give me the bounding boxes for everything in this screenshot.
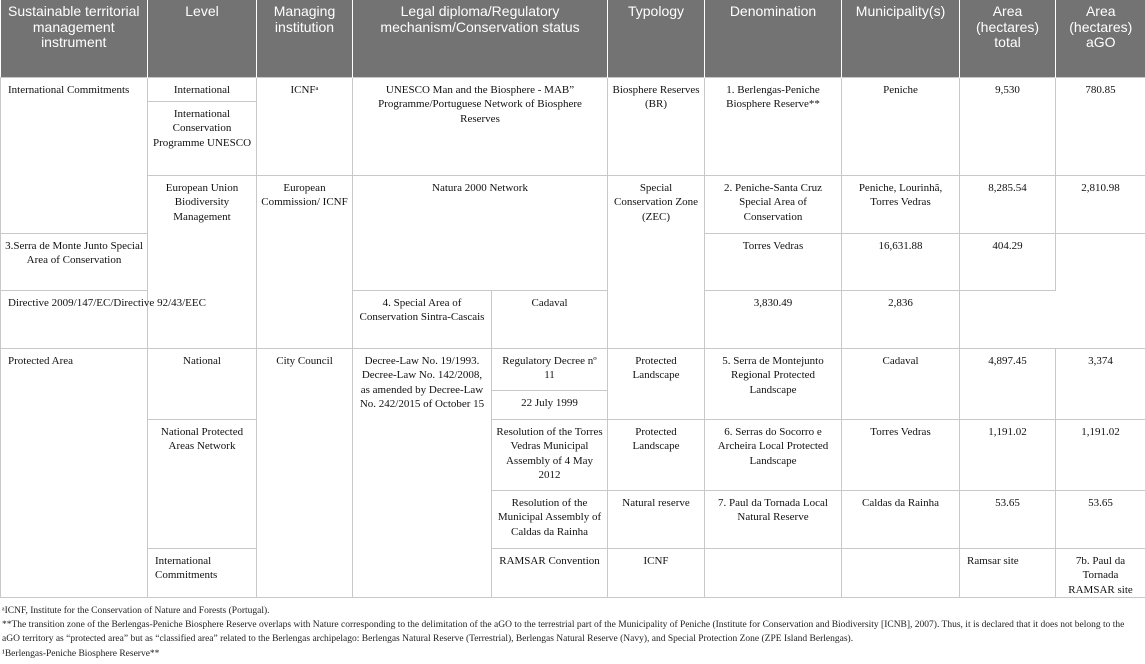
cell-municipality: Peniche	[842, 77, 960, 175]
table-row	[1, 548, 1145, 598]
cell-level: National Protected Areas Network	[148, 419, 257, 548]
header-instrument: Sustainable territorial management instrument	[1, 0, 148, 77]
cell-institution: ICNFᵃ	[257, 77, 353, 175]
cell-legal: Natura 2000 Network	[353, 175, 608, 290]
cell-legal-empty	[705, 548, 842, 598]
cell-area-ago: 2,810.98	[1056, 175, 1145, 233]
cell-area-total: 16,631.88	[842, 233, 960, 290]
table-row	[1, 290, 1145, 348]
cell-level: European Union Biodiversity Management	[148, 175, 257, 348]
cell-institution: ICNF	[608, 548, 705, 598]
table-footnotes	[0, 604, 1140, 661]
cell-level: International Conservation Programme UNESCO	[148, 101, 257, 175]
cell-legal-date: 22 July 1999	[492, 390, 608, 419]
table-row	[1, 175, 1145, 233]
cell-denomination: 5. Serra de Montejunto Regional Protected Landscape	[705, 348, 842, 419]
header-typology: Typology	[608, 0, 705, 77]
cell-area-total: 9,530	[960, 77, 1056, 175]
cell-typology: Special Conservation Zone (ZEC)	[608, 175, 705, 348]
cell-area-ago: 780.85	[1056, 77, 1145, 175]
cell-instrument: International Commitments	[148, 548, 257, 598]
footnote-a: ᵃICNF, Institute for the Conservation of Nature and Forests (Portugal).	[2, 606, 270, 616]
cell-area-ago: 1,191.02	[1056, 419, 1145, 490]
header-denomination: Denomination	[705, 0, 842, 77]
cell-level: International	[148, 77, 257, 101]
cell-municipality: Peniche, Lourinhã, Torres Vedras	[842, 175, 960, 233]
cell-area-total: 53.65	[960, 490, 1056, 548]
cell-area-total: 1,191.02	[960, 419, 1056, 490]
cell-denomination: 4. Special Area of Conservation Sintra-Cascais	[353, 290, 492, 348]
cell-municipality: Caldas da Rainha	[842, 490, 960, 548]
cell-denomination: 6. Serras do Socorro e Archeira Local Protected Landscape	[705, 419, 842, 490]
header-area-total: Area (hectares) total	[960, 0, 1056, 77]
header-legal: Legal diploma/Regulatory mechanism/Conservation status	[353, 0, 608, 77]
header-row	[1, 0, 1145, 77]
cell-municipality: Cadaval	[492, 290, 608, 348]
table-row	[1, 77, 1145, 101]
header-institution: Managing institution	[257, 0, 353, 77]
cell-institution: European Commission/ ICNF	[257, 175, 353, 348]
cell-denomination: 3.Serra de Monte Junto Special Area of Conservation	[1, 233, 148, 290]
cell-denomination: 7. Paul da Tornada Local Natural Reserve	[705, 490, 842, 548]
cell-municipality: Cadaval	[842, 348, 960, 419]
cell-legal-regulatory: Regulatory Decree nº 11	[492, 348, 608, 390]
cell-denomination: 7b. Paul da Tornada RAMSAR site	[1056, 548, 1145, 598]
cell-level: National	[148, 348, 257, 419]
cell-legal-resolution: Resolution of the Municipal Assembly of Caldas da Rainha	[492, 490, 608, 548]
header-area-ago: Area (hectares) aGO	[1056, 0, 1145, 77]
cell-typology: Ramsar site	[960, 548, 1056, 598]
header-level: Level	[148, 0, 257, 77]
cell-typology: Natural reserve	[608, 490, 705, 548]
cell-area-total: 8,285.54	[960, 175, 1056, 233]
cell-area-total: 3,830.49	[705, 290, 842, 348]
cell-area-ago: 404.29	[960, 233, 1056, 290]
cell-area-total: 4,897.45	[960, 348, 1056, 419]
table-row	[1, 419, 1145, 490]
cell-area-ago: 3,374	[1056, 348, 1145, 419]
cell-instrument: International Commitments	[1, 77, 148, 233]
footnote-c: ¹Berlengas-Peniche Biosphere Reserve**	[2, 648, 160, 659]
cell-level: RAMSAR Convention	[492, 548, 608, 598]
cell-legal: Directive 2009/147/EC/Directive 92/43/EEC	[1, 290, 257, 348]
table-row	[1, 348, 1145, 390]
cell-denomination: 2. Peniche-Santa Cruz Special Area of Conservation	[705, 175, 842, 233]
cell-instrument: Protected Area	[1, 348, 148, 598]
cell-typology: Protected Landscape	[608, 348, 705, 419]
cell-institution: City Council	[257, 348, 353, 598]
cell-typology: Protected Landscape	[608, 419, 705, 490]
cell-legal-empty	[842, 548, 960, 598]
cell-legal-resolution: Resolution of the Torres Vedras Municipal Assembly of 4 May 2012	[492, 419, 608, 490]
header-municipality: Municipality(s)	[842, 0, 960, 77]
cell-legal-decrees: Decree-Law No. 19/1993. Decree-Law No. 142/2008, as amended by Decree-Law No. 242/2015 of October 15	[353, 348, 492, 598]
footnote-b: **The transition zone of the Berlengas-Peniche Biosphere Reserve overlaps with Nature corresponding to the delimitation of the aGO to the terrestrial part of the Municipality of Peniche (Institute for Conservation and Biodiversity [ICNB], 2007). Thus, it is declared that it does not belong to the aGO territory as “protected area” but as “classified area” related to the Berlengas archipelago: Berlengas Natural Reserve (Terrestrial), Berlengas Natural Reserve (Navy), and Special Protection Zone (ZPE Island Berlengas).	[2, 620, 1125, 645]
cell-municipality: Torres Vedras	[842, 419, 960, 490]
cell-denomination: 1. Berlengas-Peniche Biosphere Reserve**	[705, 77, 842, 175]
cell-area-ago: 2,836	[842, 290, 960, 348]
cell-municipality: Torres Vedras	[705, 233, 842, 290]
cell-area-ago: 53.65	[1056, 490, 1145, 548]
cell-typology: Biosphere Reserves (BR)	[608, 77, 705, 175]
cell-legal: UNESCO Man and the Biosphere - MAB” Programme/Portuguese Network of Biosphere Reserves	[353, 77, 608, 175]
